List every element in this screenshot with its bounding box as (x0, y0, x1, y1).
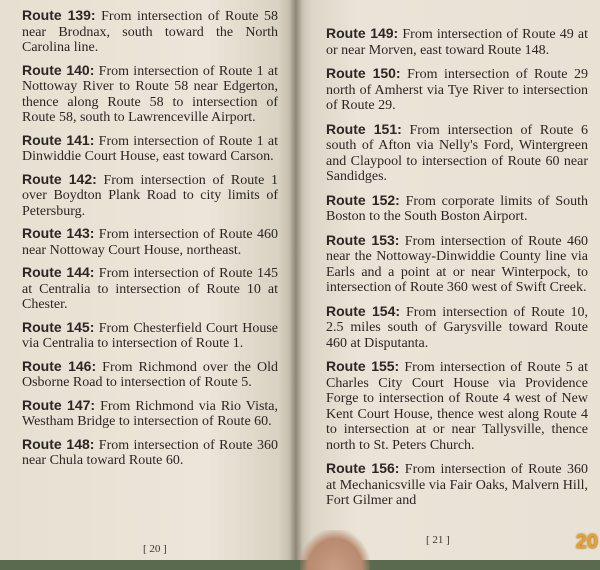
route-description: From intersection of Route 49 at or near Morven, east toward Route 148. (326, 27, 589, 58)
route-entry (22, 398, 278, 430)
route-label: Route 149: (326, 25, 399, 41)
route-entry (22, 226, 278, 258)
route-entry (326, 359, 588, 453)
route-label: Route 155: (326, 358, 400, 374)
route-label: Route 144: (22, 264, 95, 280)
right-page (296, 0, 600, 560)
date-stamp: 20 (575, 531, 598, 553)
route-label: Route 140: (22, 61, 95, 78)
route-description: From intersection of Route 10, 2.5 miles south of Garysville toward Route 460 at Disputanta. (326, 304, 588, 351)
route-description: From intersection of Route 1 at Nottoway River to Route 58 near Edgerton, thence along Route 58 to intersection of Route 58, south to Lawrenceville Airport. (22, 63, 279, 125)
route-label: Route 141: (22, 131, 95, 148)
route-label: Route 153: (326, 231, 400, 248)
route-label: Route 156: (326, 460, 400, 476)
route-label: Route 146: (22, 357, 97, 374)
route-label: Route 147: (22, 396, 96, 413)
route-entry (22, 437, 278, 469)
route-entry (22, 265, 278, 313)
route-description: From intersection of Route 145 at Centralia to intersection of Route 10 at Chester. (22, 266, 278, 312)
route-entry (326, 122, 588, 185)
route-label: Route 152: (326, 191, 400, 208)
page-number: [ 20 ] (143, 543, 167, 555)
route-description: From intersection of Route 1 at Dinwiddie Court House, east toward Carson. (22, 133, 279, 164)
route-description: From intersection of Route 360 near Chula toward Route 60. (22, 437, 278, 468)
route-entry (326, 26, 588, 58)
route-entry (326, 304, 588, 352)
route-description: From intersection of Route 5 at Charles City Court House via Providence Forge to intersection of Route 4 west of New Kent Court House, thence west along Route 4 to intersection at or near Tallysville, thence north to St. Peters Church. (326, 360, 589, 453)
route-description: From intersection of Route 1 over Boydton Plank Road to city limits of Petersburg. (22, 172, 278, 219)
route-label: Route 143: (22, 225, 95, 241)
route-label: Route 148: (22, 435, 95, 452)
route-label: Route 151: (326, 120, 402, 137)
route-entry (22, 320, 278, 352)
route-description: From intersection of Route 360 at Mechanicsville via Fair Oaks, Malvern Hill, Fort Gilmer and (326, 462, 588, 508)
route-description: From intersection of Route 29 north of Amherst via Tye River to intersection of Route 29. (326, 67, 588, 113)
route-description: From corporate limits of South Boston to the South Boston Airport. (326, 193, 588, 224)
left-page-text (22, 8, 278, 476)
route-description: From intersection of Route 460 near the Nottoway-Dinwiddie County line via Earls and a point at or near Winterpock, to intersection of Route 360 west of Swift Creek. (326, 233, 588, 295)
route-entry (326, 66, 588, 114)
route-entry (326, 193, 588, 225)
route-entry (22, 63, 278, 126)
route-description: From Richmond over the Old Osborne Road to intersection of Route 5. (22, 359, 278, 390)
route-entry (22, 133, 278, 165)
route-label: Route 145: (22, 318, 95, 335)
route-label: Route 150: (326, 65, 401, 81)
route-description: From intersection of Route 6 south of Afton via Nelly's Ford, Wintergreen and Claypool to intersection of Route 60 near Sandidges. (326, 122, 588, 184)
left-page (0, 0, 296, 560)
page-number: [ 21 ] (426, 534, 450, 546)
route-entry (22, 359, 278, 391)
route-entry (22, 172, 278, 220)
thumb (300, 530, 370, 570)
book-gutter (289, 0, 303, 560)
route-entry (326, 461, 588, 509)
route-label: Route 154: (326, 302, 401, 319)
route-label: Route 139: (22, 7, 96, 23)
route-label: Route 142: (22, 170, 97, 187)
route-description: From Chesterfield Court House via Centralia to intersection of Route 1. (22, 320, 279, 351)
route-entry (22, 8, 278, 56)
route-description: From Richmond via Rio Vista, Westham Bridge to intersection of Route 60. (22, 398, 279, 429)
route-description: From intersection of Route 460 near Nottoway Court House, northeast. (22, 227, 278, 258)
right-page-text (326, 26, 588, 517)
route-entry (326, 233, 588, 296)
route-description: From intersection of Route 58 near Brodnax, south toward the North Carolina line. (22, 9, 278, 55)
